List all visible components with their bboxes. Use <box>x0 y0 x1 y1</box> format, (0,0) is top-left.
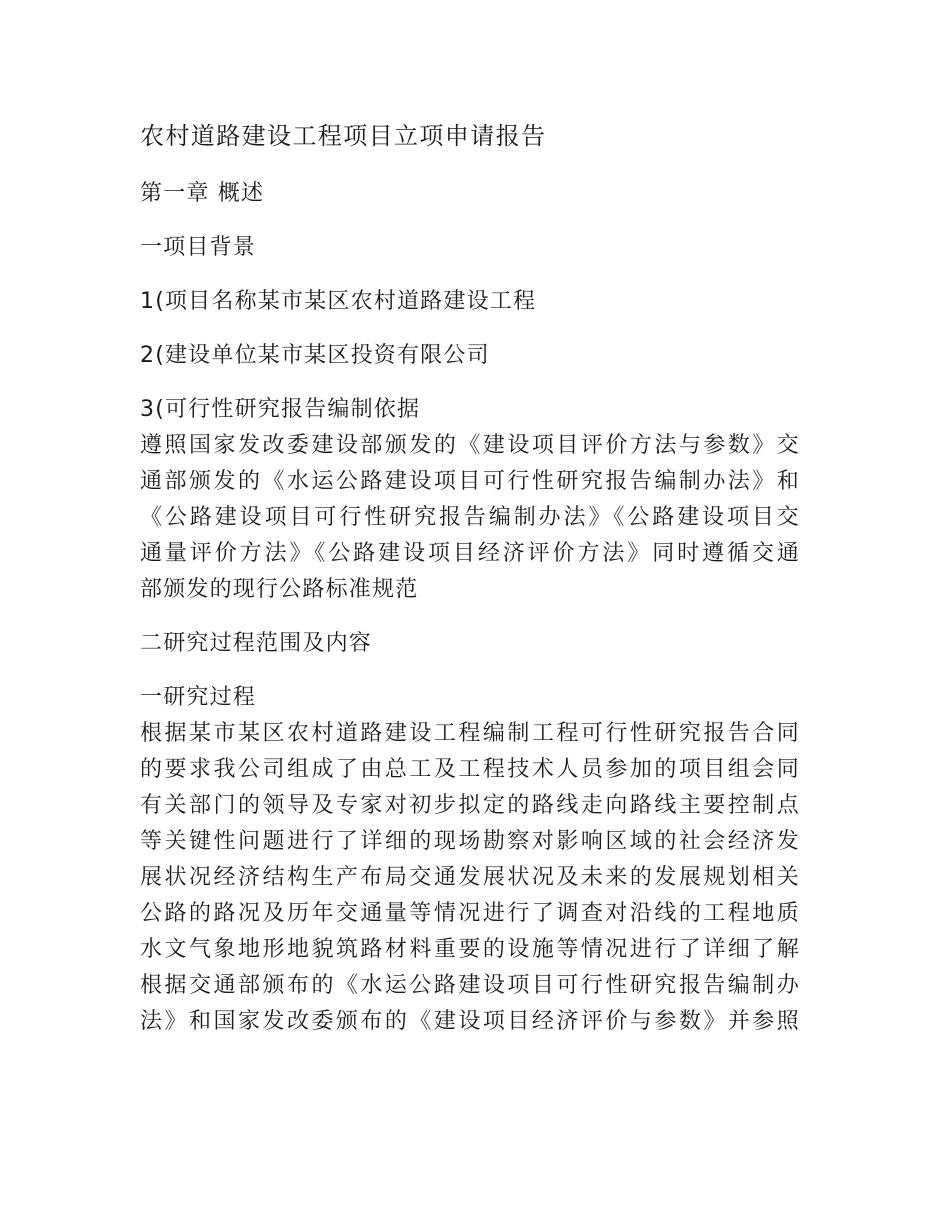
chapter-heading: 第一章 概述 <box>140 181 265 206</box>
project-name-item: 1(项目名称某市某区农村道路建设工程 <box>140 289 537 314</box>
paragraph-line: 展状况经济结构生产布局交通发展状况及未来的发展规划相关 <box>140 865 800 890</box>
paragraph-line: 根据某市某区农村道路建设工程编制工程可行性研究报告合同 <box>140 721 800 746</box>
regulation-paragraph <box>140 968 800 1040</box>
paragraph-line: 有关部门的领导及专家对初步拟定的路线走向路线主要控制点 <box>140 793 800 818</box>
subsection-heading-process: 一研究过程 <box>140 685 257 710</box>
basis-paragraph <box>140 428 800 608</box>
paragraph-line: 部颁发的现行公路标准规范 <box>140 577 419 602</box>
paragraph-line: 法》和国家发改委颁布的《建设项目经济评价与参数》并参照 <box>140 1009 800 1034</box>
paragraph-line: 通量评价方法》《公路建设项目经济评价方法》同时遵循交通 <box>140 541 800 566</box>
paragraph-line: 根据交通部颁布的《水运公路建设项目可行性研究报告编制办 <box>140 973 800 998</box>
paragraph-line: 《公路建设项目可行性研究报告编制办法》《公路建设项目交 <box>140 505 800 530</box>
section-heading-background: 一项目背景 <box>140 235 257 260</box>
paragraph-line: 的要求我公司组成了由总工及工程技术人员参加的项目组会同 <box>140 757 800 782</box>
paragraph-line: 水文气象地形地貌筑路材料重要的设施等情况进行了详细了解 <box>140 937 800 962</box>
process-paragraph <box>140 716 800 968</box>
paragraph-line: 等关键性问题进行了详细的现场勘察对影响区域的社会经济发 <box>140 829 800 854</box>
document-title: 农村道路建设工程项目立项申请报告 <box>140 122 547 150</box>
section-heading-scope: 二研究过程范围及内容 <box>140 631 373 656</box>
paragraph-line: 通部颁发的《水运公路建设项目可行性研究报告编制办法》和 <box>140 469 800 494</box>
document-body <box>140 118 800 1040</box>
report-basis-item: 3(可行性研究报告编制依据 <box>140 397 421 422</box>
construction-unit-item: 2(建设单位某市某区投资有限公司 <box>140 343 490 368</box>
paragraph-line: 遵照国家发改委建设部颁发的《建设项目评价方法与参数》交 <box>140 433 800 458</box>
paragraph-line: 公路的路况及历年交通量等情况进行了调查对沿线的工程地质 <box>140 901 800 926</box>
